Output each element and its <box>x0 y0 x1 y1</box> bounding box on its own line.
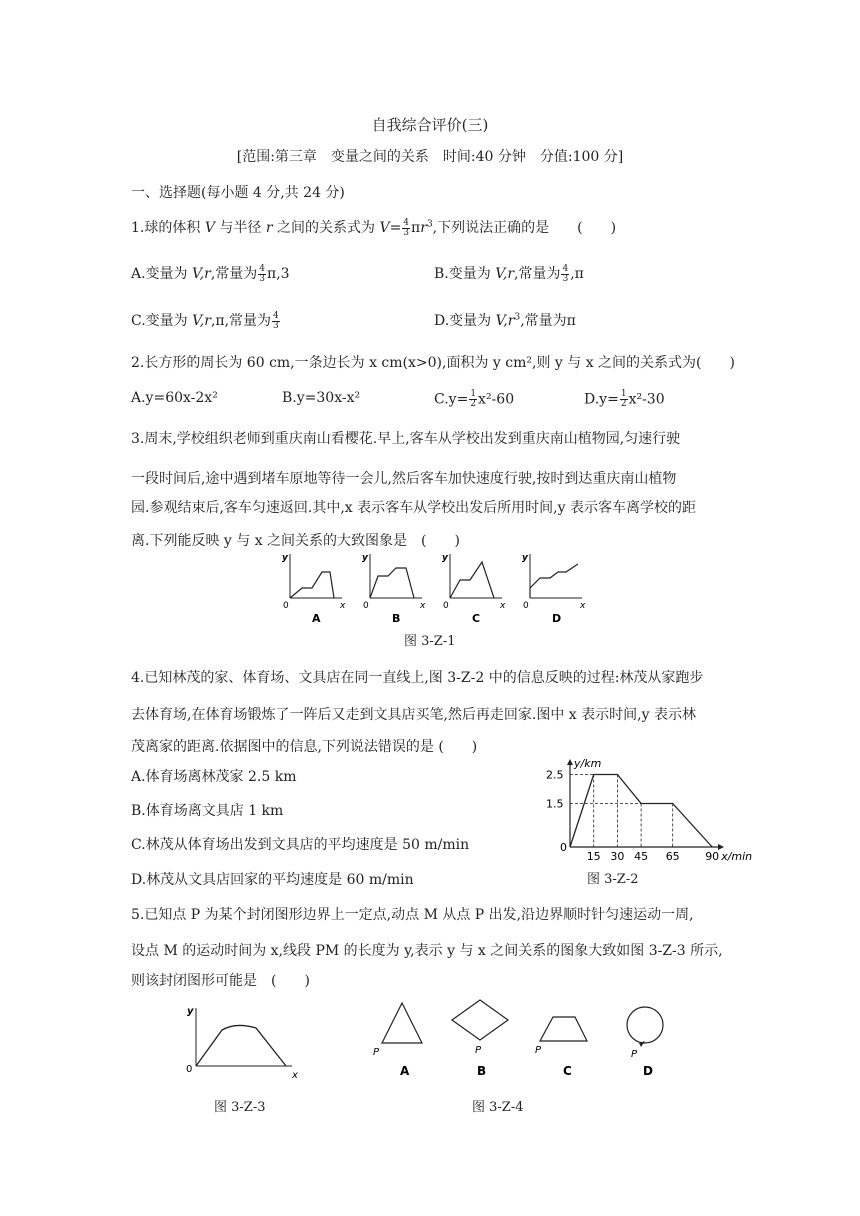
q4-line-3: 茂离家的距离.依据图中的信息,下列说法错误的是 ( ) <box>131 739 478 755</box>
x-tick-label: 90 <box>705 850 720 863</box>
q5-shapes-3z4 <box>365 995 675 1085</box>
x-tick-label: 45 <box>634 850 649 863</box>
q4-option-d: D.林茂从文具店回家的平均速度是 60 m/min <box>131 872 414 888</box>
page-title: 自我综合评价(三) <box>371 116 489 134</box>
x-tick-label: 65 <box>665 850 680 863</box>
q3-option-graphs <box>270 550 600 628</box>
svg-text:y: y <box>522 553 528 563</box>
q1-option-c: C.变量为 V,r,π,常量为 $\frac{4}{3}$ <box>131 310 279 331</box>
x-tick-label: 30 <box>610 850 625 863</box>
graph-label-b: B <box>392 612 401 625</box>
figure-caption: 图 3-Z-2 <box>587 872 639 887</box>
svg-text:0: 0 <box>363 601 369 611</box>
origin-label: 0 <box>283 601 289 611</box>
q4-option-a: A.体育场离林茂家 2.5 km <box>131 769 297 785</box>
svg-text:x: x <box>580 601 586 611</box>
q3-graph-a <box>282 553 346 625</box>
svg-text:0: 0 <box>523 601 529 611</box>
shape-label-b: B <box>477 1064 487 1078</box>
y-tick-label: 2.5 <box>546 768 564 782</box>
q1-option-b: B.变量为 V,r,常量为 $\frac{4}{3}$ ,π <box>434 263 584 284</box>
q2-option-a: A.y=60x-2x² <box>131 390 218 406</box>
chart-guides <box>570 775 673 848</box>
svg-text:y: y <box>362 553 368 563</box>
svg-text:y: y <box>442 553 448 563</box>
q5-line-2: 设点 M 的运动时间为 x,线段 PM 的长度为 y,表示 y 与 x 之间关系的图象大致如图 3-Z-3 所示, <box>131 943 723 959</box>
y-tick-label: 1.5 <box>546 797 564 811</box>
shape-b-rhombus <box>452 1000 508 1078</box>
q4-option-b: B.体育场离文具店 1 km <box>131 803 284 819</box>
graph-label-a: A <box>312 612 321 625</box>
svg-text:x: x <box>500 601 506 611</box>
q5-line-3: 则该封闭图形可能是 ( ) <box>131 973 310 989</box>
svg-text:x: x <box>420 601 426 611</box>
svg-text:P: P <box>535 1045 542 1056</box>
axis-x-label: x <box>292 1070 298 1081</box>
graph-label-c: C <box>472 612 481 625</box>
q5-graph-3z3 <box>180 1000 310 1085</box>
section-heading: 一、选择题(每小题 4 分,共 24 分) <box>131 185 345 201</box>
q5-line-1: 5.已知点 P 为某个封闭图形边界上一定点,动点 M 从点 P 出发,沿边界顺时针匀速运动一周, <box>131 907 694 923</box>
graph-label-d: D <box>552 612 562 625</box>
q2-option-c: C.y= $\frac{1}{2}$ x²-60 <box>434 389 515 409</box>
svg-text:0: 0 <box>443 601 449 611</box>
fraction: $\frac{4}{3}$ <box>403 217 410 238</box>
q4-line-2: 去体育场,在体育场锻炼了一阵后又走到文具店买笔,然后再走回家.图中 x 表示时间,y 表示林 <box>131 707 696 723</box>
y-axis-arrow <box>567 759 573 765</box>
q3-graph-c <box>442 553 506 625</box>
q3-line-4: 离.下列能反映 y 与 x 之间关系的大致图象是 ( ) <box>131 533 460 549</box>
q2-stem: 2.长方形的周长为 60 cm,一条边长为 x cm(x>0),面积为 y cm²,则 y 与 x 之间的关系式为( ) <box>131 355 735 371</box>
q2-option-d: D.y= $\frac{1}{2}$ x²-30 <box>584 389 665 409</box>
figure-caption: 图 3-Z-4 <box>472 1100 524 1115</box>
graph-curve <box>196 1025 286 1066</box>
axis-x-label: x <box>340 601 346 611</box>
q3-line-2: 一段时间后,途中遇到堵车原地等待一会儿,然后客车加快速度行驶,按时到达重庆南山植物 <box>131 471 677 487</box>
axis-y-label: y <box>282 553 288 563</box>
q4-option-c: C.林茂从体育场出发到文具店的平均速度是 50 m/min <box>131 837 470 853</box>
q1-option-d: D.变量为 $V,r^3$,常量为π <box>434 312 576 329</box>
q3-graph-d <box>522 553 586 625</box>
shape-label-d: D <box>643 1064 653 1078</box>
chart-axes <box>567 759 724 850</box>
exam-scope: [范围:第三章 变量之间的关系 时间:40 分钟 分值:100 分] <box>236 149 624 165</box>
origin-label: 0 <box>560 841 567 854</box>
shape-d-circle <box>627 1007 663 1078</box>
q3-line-3: 园.参观结束后,客车匀速返回.其中,x 表示客车从学校出发后所用时间,y 表示客车离学校的距 <box>131 500 696 516</box>
x-axis-label: x/min <box>721 850 753 863</box>
q3-graph-b <box>362 553 426 625</box>
q3-line-1: 3.周末,学校组织老师到重庆南山看樱花.早上,客车从学校出发到重庆南山植物园,匀速行驶 <box>131 431 681 447</box>
shape-label-c: C <box>563 1064 572 1078</box>
shape-a-triangle <box>373 1003 422 1078</box>
axis-y-label: y <box>187 1006 194 1017</box>
x-tick-label: 15 <box>586 850 601 863</box>
q1-option-a: A.变量为 V,r,常量为 $\frac{4}{3}$ π,3 <box>131 263 290 284</box>
figure-caption: 图 3-Z-1 <box>404 634 456 649</box>
point-p-label: P <box>373 1047 380 1058</box>
shape-c-trapezoid <box>535 1017 587 1078</box>
figure-caption: 图 3-Z-3 <box>214 1100 266 1115</box>
origin-label: 0 <box>186 1064 193 1075</box>
q1-stem: 1.球的体积 V 与半径 r 之间的关系式为 V= $\frac{4}{3}$ $\pi r^3$,下列说法正确的是 ( ) <box>131 217 617 238</box>
q4-distance-chart <box>540 757 753 865</box>
y-axis-label: y/km <box>574 757 602 770</box>
svg-text:P: P <box>475 1045 482 1056</box>
shape-label-a: A <box>400 1064 410 1078</box>
svg-text:P: P <box>631 1049 638 1060</box>
q2-option-b: B.y=30x-x² <box>282 390 361 406</box>
q4-line-1: 4.已知林茂的家、体育场、文具店在同一直线上,图 3-Z-2 中的信息反映的过程:林茂从家跑步 <box>131 670 704 686</box>
